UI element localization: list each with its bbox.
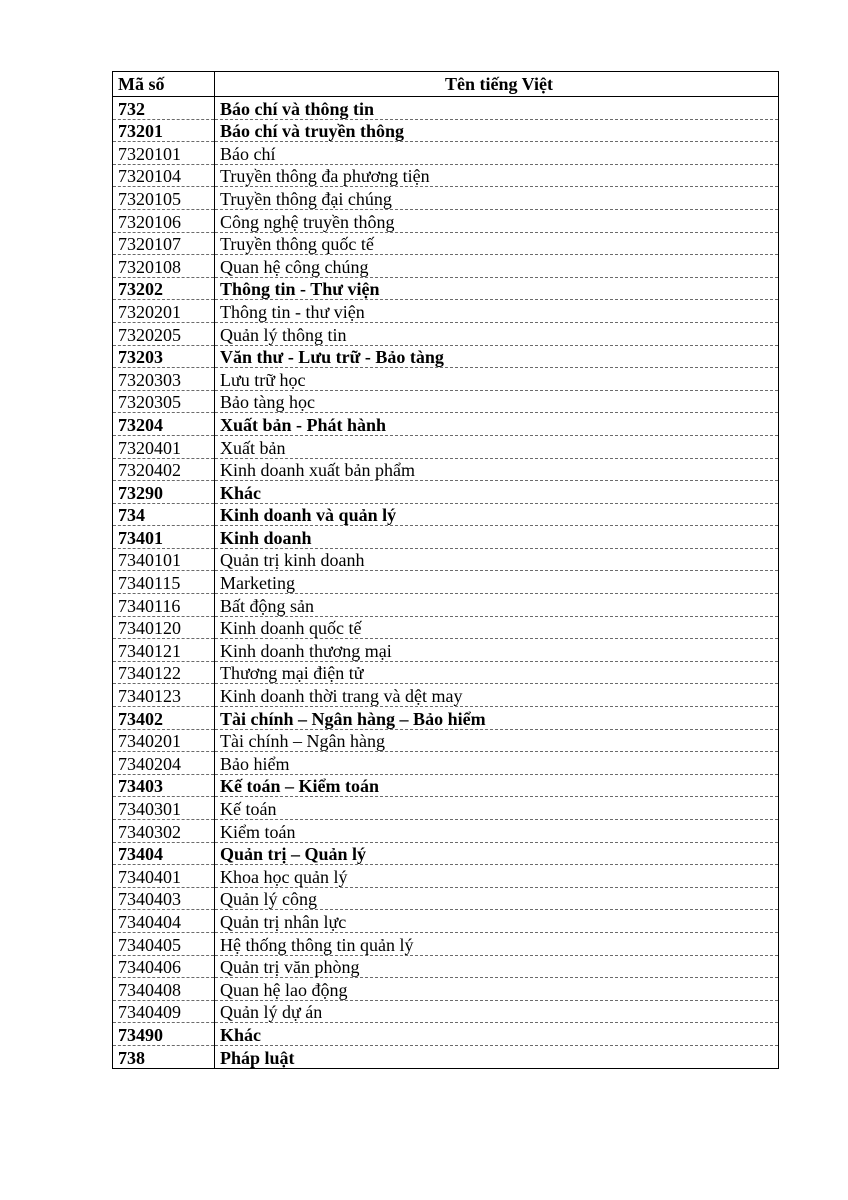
row-code: 7340115 [113,571,215,594]
row-code: 7340201 [113,729,215,752]
table-row [113,729,779,752]
table-row [113,820,779,843]
row-name: Truyền thông đại chúng [215,187,779,210]
table-row [113,142,779,165]
table-row [113,707,779,730]
row-code: 7320101 [113,142,215,165]
table-row [113,187,779,210]
row-name: Tài chính – Ngân hàng – Bảo hiểm [215,707,779,730]
row-code: 73402 [113,707,215,730]
header-code: Mã số [113,72,215,97]
row-name: Bảo hiểm [215,752,779,775]
row-name: Kinh doanh và quản lý [215,503,779,526]
row-code: 7340406 [113,955,215,978]
table-row [113,639,779,662]
row-code: 7340122 [113,661,215,684]
table-row [113,978,779,1001]
row-code: 734 [113,503,215,526]
row-code: 7340409 [113,1000,215,1023]
table-row [113,300,779,323]
row-code: 7340101 [113,548,215,571]
table-row [113,1000,779,1023]
table-header-row [113,72,779,97]
row-name: Quản lý dự án [215,1000,779,1023]
row-code: 7340121 [113,639,215,662]
row-name: Kinh doanh thương mại [215,639,779,662]
row-name: Xuất bản [215,435,779,458]
row-name: Hệ thống thông tin quản lý [215,932,779,955]
table-row [113,797,779,820]
row-name: Quản trị – Quản lý [215,842,779,865]
row-code: 7340404 [113,910,215,933]
row-code: 7340120 [113,616,215,639]
table-row [113,752,779,775]
table-row [113,209,779,232]
table-row [113,955,779,978]
row-name: Truyền thông quốc tế [215,232,779,255]
program-code-table [112,71,779,1069]
row-name: Quản trị kinh doanh [215,548,779,571]
row-name: Marketing [215,571,779,594]
header-name: Tên tiếng Việt [215,72,779,97]
table-row [113,842,779,865]
row-name: Quan hệ công chúng [215,255,779,278]
row-name: Thương mại điện tử [215,661,779,684]
table-row [113,413,779,436]
row-name: Thông tin - Thư viện [215,277,779,300]
row-code: 7320105 [113,187,215,210]
row-code: 7340123 [113,684,215,707]
row-name: Truyền thông đa phương tiện [215,164,779,187]
row-name: Kiểm toán [215,820,779,843]
row-name: Bất động sản [215,594,779,617]
row-name: Báo chí [215,142,779,165]
row-code: 7320305 [113,390,215,413]
row-code: 7340403 [113,887,215,910]
row-code: 7320401 [113,435,215,458]
row-name: Kế toán [215,797,779,820]
table-row [113,616,779,639]
row-name: Kế toán – Kiểm toán [215,774,779,797]
table-row [113,435,779,458]
row-code: 73403 [113,774,215,797]
table-row [113,932,779,955]
table-row [113,503,779,526]
row-code: 7320104 [113,164,215,187]
row-code: 738 [113,1045,215,1068]
table-row [113,458,779,481]
row-code: 73201 [113,119,215,142]
row-name: Thông tin - thư viện [215,300,779,323]
table-row [113,910,779,933]
row-code: 7320201 [113,300,215,323]
table-row [113,390,779,413]
table-row [113,1045,779,1068]
table-row [113,661,779,684]
row-code: 7320303 [113,368,215,391]
table-row [113,571,779,594]
row-code: 73203 [113,345,215,368]
table-row [113,481,779,504]
row-name: Quản trị nhân lực [215,910,779,933]
row-code: 7340408 [113,978,215,1001]
table-row [113,277,779,300]
row-code: 7340401 [113,865,215,888]
row-name: Kinh doanh [215,526,779,549]
table-row [113,594,779,617]
table-row [113,1023,779,1046]
row-name: Báo chí và thông tin [215,97,779,120]
row-code: 7340301 [113,797,215,820]
row-name: Kinh doanh quốc tế [215,616,779,639]
row-name: Kinh doanh thời trang và dệt may [215,684,779,707]
row-code: 7340302 [113,820,215,843]
table-row [113,887,779,910]
table-row [113,97,779,120]
row-name: Bảo tàng học [215,390,779,413]
row-name: Pháp luật [215,1045,779,1068]
row-name: Khác [215,1023,779,1046]
row-code: 7340204 [113,752,215,775]
table-body [113,97,779,1069]
row-code: 73404 [113,842,215,865]
table-row [113,232,779,255]
row-code: 7320108 [113,255,215,278]
table-row [113,548,779,571]
row-name: Quản lý công [215,887,779,910]
row-name: Tài chính – Ngân hàng [215,729,779,752]
row-code: 73290 [113,481,215,504]
row-code: 73202 [113,277,215,300]
row-name: Công nghệ truyền thông [215,209,779,232]
table-row [113,164,779,187]
table-row [113,865,779,888]
row-name: Văn thư - Lưu trữ - Bảo tàng [215,345,779,368]
table-row [113,368,779,391]
row-code: 7340116 [113,594,215,617]
table-row [113,119,779,142]
table-row [113,774,779,797]
row-code: 73204 [113,413,215,436]
table-row [113,345,779,368]
row-code: 7320106 [113,209,215,232]
row-name: Xuất bản - Phát hành [215,413,779,436]
row-name: Kinh doanh xuất bản phẩm [215,458,779,481]
row-name: Báo chí và truyền thông [215,119,779,142]
row-code: 7340405 [113,932,215,955]
document-page [112,71,778,1069]
row-name: Quản trị văn phòng [215,955,779,978]
row-name: Lưu trữ học [215,368,779,391]
row-code: 7320205 [113,322,215,345]
table-row [113,322,779,345]
row-code: 732 [113,97,215,120]
row-name: Quan hệ lao động [215,978,779,1001]
row-code: 73401 [113,526,215,549]
row-name: Khoa học quản lý [215,865,779,888]
row-code: 7320402 [113,458,215,481]
table-row [113,526,779,549]
row-name: Quản lý thông tin [215,322,779,345]
table-row [113,255,779,278]
table-row [113,684,779,707]
row-code: 7320107 [113,232,215,255]
row-code: 73490 [113,1023,215,1046]
row-name: Khác [215,481,779,504]
